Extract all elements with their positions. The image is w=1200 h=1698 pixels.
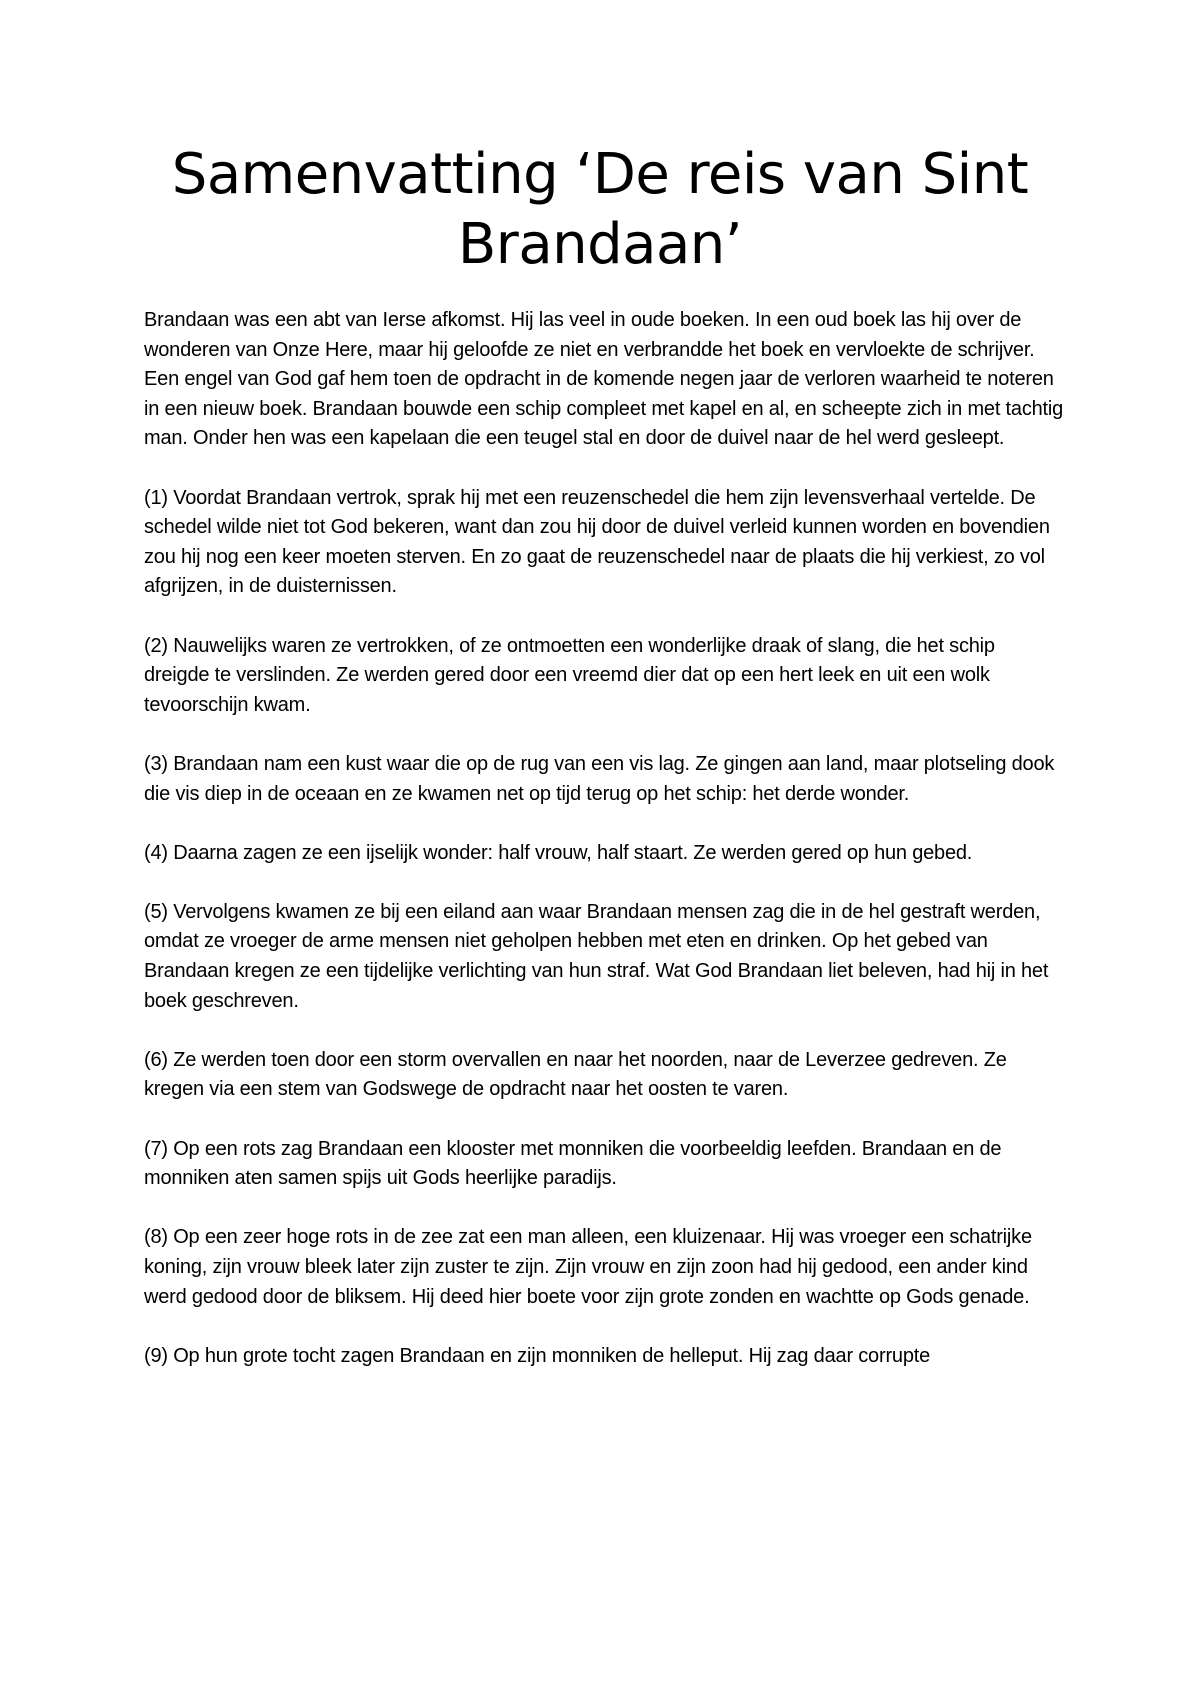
- paragraph-5: (5) Vervolgens kwamen ze bij een eiland aan waar Brandaan mensen zag die in de hel gestraft werden, omdat ze vroeger de arme mensen niet geholpen hebben met eten en drinken. Op het gebed van Brandaan kregen ze een tijdelijke verlichting van hun straf. Wat God Brandaan liet beleven, had hij in het boek geschreven.: [144, 900, 1049, 1012]
- intro-paragraph-2: Een engel van God gaf hem toen de opdracht in de komende negen jaar de verloren waarheid te noteren in een nieuw boek. Brandaan bouwde een schip compleet met kapel en al, en scheepte zich in met tachtig man. Onder hen was een kapelaan die een teugel stal en door de duivel naar de hel werd gesleept.: [144, 368, 1064, 450]
- paragraph-2: (2) Nauwelijks waren ze vertrokken, of ze ontmoetten een wonderlijke draak of slang, die het schip dreigde te verslinden. Ze werden gered door een vreemd dier dat op een hert leek en uit een wolk tevoorschijn kwam.: [144, 634, 995, 716]
- document-body: [144, 306, 1064, 1371]
- paragraph-3: (3) Brandaan nam een kust waar die op de rug van een vis lag. Ze gingen aan land, maar plotseling dook die vis diep in de oceaan en ze kwamen net op tijd terug op het schip: het derde wonder.: [144, 752, 1055, 805]
- paragraph-6: (6) Ze werden toen door een storm overvallen en naar het noorden, naar de Leverzee gedreven. Ze kregen via een stem van Godswege de opdracht naar het oosten te varen.: [144, 1048, 1007, 1101]
- paragraph-7: (7) Op een rots zag Brandaan een klooster met monniken die voorbeeldig leefden. Brandaan en de monniken aten samen spijs uit Gods heerlijke paradijs.: [144, 1137, 1002, 1190]
- title-line-1: Samenvatting ‘De reis van Sint: [171, 142, 1029, 207]
- paragraph-9: (9) Op hun grote tocht zagen Brandaan en zijn monniken de helleput. Hij zag daar corrupte: [144, 1344, 931, 1367]
- document-title: [100, 140, 1100, 280]
- paragraph-4: (4) Daarna zagen ze een ijselijk wonder: half vrouw, half staart. Ze werden gered op hun gebed.: [144, 841, 973, 864]
- paragraph-1: (1) Voordat Brandaan vertrok, sprak hij met een reuzenschedel die hem zijn levensverhaal vertelde. De schedel wilde niet tot God bekeren, want dan zou hij door de duivel verleid kunnen worden en bovendien zou hij nog een keer moeten sterven. En zo gaat de reuzenschedel naar de plaats die hij verkiest, zo vol afgrijzen, in de duisternissen.: [144, 486, 1050, 598]
- paragraph-8: (8) Op een zeer hoge rots in de zee zat een man alleen, een kluizenaar. Hij was vroeger een schatrijke koning, zijn vrouw bleek later zijn zuster te zijn. Zijn vrouw en zijn zoon had hij gedood, een ander kind werd gedood door de bliksem. Hij deed hier boete voor zijn grote zonden en wachtte op Gods genade.: [144, 1226, 1032, 1308]
- intro-paragraph: Brandaan was een abt van Ierse afkomst. Hij las veel in oude boeken. In een oud boek las hij over de wonderen van Onze Here, maar hij geloofde ze niet en verbrandde het boek en vervloekte de schrijver.: [144, 309, 1035, 361]
- title-line-2: Brandaan’: [457, 212, 743, 277]
